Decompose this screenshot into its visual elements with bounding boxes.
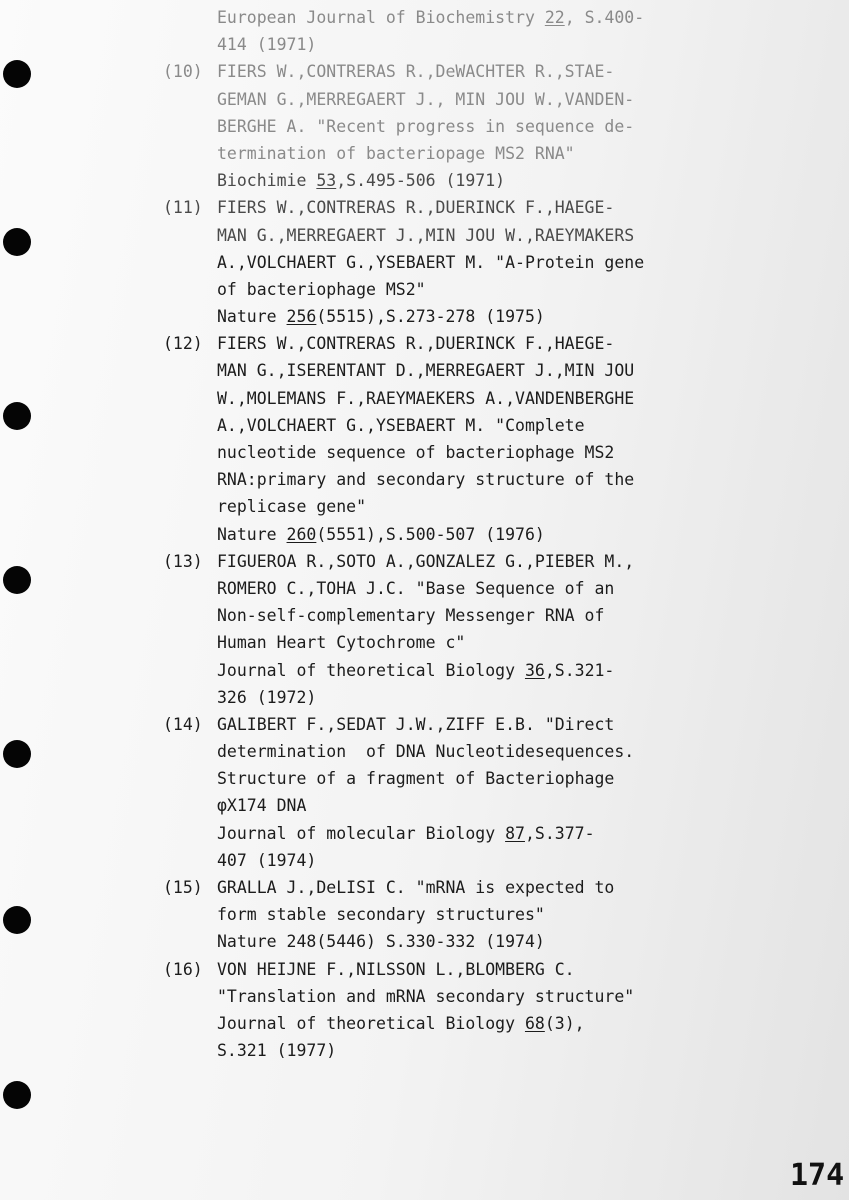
reference-line: form stable secondary structures"	[217, 905, 545, 925]
reference-line: 326 (1972)	[217, 687, 317, 707]
reference-line: Human Heart Cytochrome c"	[217, 633, 466, 653]
reference-list	[163, 4, 723, 1064]
punch-hole	[3, 228, 31, 256]
punch-hole	[3, 1081, 31, 1109]
punch-hole	[3, 906, 31, 934]
reference-entry-14: (14) GALIBERT F.,SEDAT J.W.,ZIFF E.B. "Direct	[163, 714, 615, 734]
reference-line: Nature 260(5551),S.500-507 (1976)	[217, 524, 545, 544]
reference-entry-16: (16) VON HEIJNE F.,NILSSON L.,BLOMBERG C.	[163, 959, 575, 979]
reference-line: A.,VOLCHAERT G.,YSEBAERT M. "Complete	[217, 415, 585, 435]
reference-line: MAN G.,MERREGAERT J.,MIN JOU W.,RAEYMAKERS	[217, 225, 635, 245]
reference-line: Biochimie 53,S.495-506 (1971)	[217, 171, 506, 191]
reference-line: S.321 (1977)	[217, 1041, 337, 1061]
reference-line: 407 (1974)	[217, 850, 317, 870]
reference-line: Non-self-complementary Messenger RNA of	[217, 606, 605, 626]
punch-hole	[3, 402, 31, 430]
reference-entry-12: (12) FIERS W.,CONTRERAS R.,DUERINCK F.,HAEGE-	[163, 334, 615, 354]
header-line: European Journal of Biochemistry 22, S.400-	[217, 8, 645, 27]
reference-line: termination of bacteriopage MS2 RNA"	[217, 143, 575, 163]
reference-line: RNA:primary and secondary structure of the	[217, 470, 635, 490]
page-number: 174	[790, 1158, 845, 1193]
reference-line: GEMAN G.,MERREGAERT J., MIN JOU W.,VANDEN-	[217, 89, 635, 109]
punch-hole	[3, 566, 31, 594]
header-line: 414 (1971)	[217, 35, 317, 55]
reference-line: MAN G.,ISERENTANT D.,MERREGAERT J.,MIN JOU	[217, 361, 635, 381]
reference-entry-11: (11) FIERS W.,CONTRERAS R.,DUERINCK F.,HAEGE-	[163, 198, 615, 218]
reference-line: determination of DNA Nucleotidesequences.	[217, 742, 635, 762]
reference-line: A.,VOLCHAERT G.,YSEBAERT M. "A-Protein gene	[217, 252, 645, 272]
reference-line: Journal of theoretical Biology 68(3),	[217, 1013, 585, 1033]
reference-entry-13: (13) FIGUEROA R.,SOTO A.,GONZALEZ G.,PIEBER M.,	[163, 551, 635, 571]
reference-line: of bacteriophage MS2"	[217, 279, 426, 299]
reference-line: "Translation and mRNA secondary structure"	[217, 986, 635, 1006]
reference-line: Journal of theoretical Biology 36,S.321-	[217, 660, 615, 680]
punch-hole	[3, 60, 31, 88]
reference-entry-10: (10) FIERS W.,CONTRERAS R.,DeWACHTER R.,STAE-	[163, 62, 615, 82]
reference-entry-15: (15) GRALLA J.,DeLISI C. "mRNA is expected to	[163, 878, 615, 897]
reference-line: nucleotide sequence of bacteriophage MS2	[217, 443, 615, 462]
punch-hole	[3, 740, 31, 768]
reference-line: Nature 248(5446) S.330-332 (1974)	[217, 932, 545, 952]
reference-line: BERGHE A. "Recent progress in sequence de-	[217, 116, 635, 136]
reference-line: Nature 256(5515),S.273-278 (1975)	[217, 307, 545, 327]
reference-line: replicase gene"	[217, 497, 367, 517]
reference-line: ROMERO C.,TOHA J.C. "Base Sequence of an	[217, 578, 615, 598]
reference-line: Structure of a fragment of Bacteriophage	[217, 769, 615, 789]
reference-line: W.,MOLEMANS F.,RAEYMAEKERS A.,VANDENBERGHE	[217, 388, 635, 408]
reference-line: Journal of molecular Biology 87,S.377-	[217, 823, 595, 843]
reference-line: φX174 DNA	[217, 796, 307, 816]
